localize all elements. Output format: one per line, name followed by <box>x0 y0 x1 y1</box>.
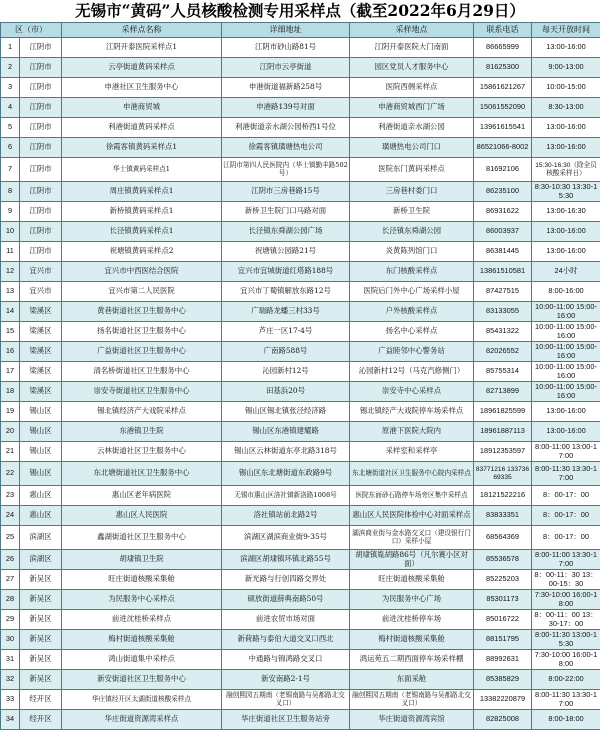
address-cell: 新安南路2-1号 <box>222 670 350 690</box>
table-row <box>1 710 600 730</box>
site-name-cell: 锡北镇经济产大戏院采样点 <box>62 402 222 422</box>
hours-cell: 8:00-11:00 13:30-17:00 <box>532 550 600 570</box>
site-name-cell: 宜兴市中西医结合医院 <box>62 262 222 282</box>
row-number: 22 <box>1 462 20 486</box>
address-cell: 徐霞客镇璜塘热电公司 <box>222 138 350 158</box>
row-number: 11 <box>1 242 20 262</box>
hours-cell: 13:00-16:00 <box>532 118 600 138</box>
address-cell: 田基浜20号 <box>222 382 350 402</box>
address-cell: 融创熙园五期南（老锡南路与吴都路北交叉口） <box>222 690 350 710</box>
sampling-location-cell: 医院东面砂石路停车场旁区集中采样点 <box>350 486 474 506</box>
hours-cell: 9:00-13:00 <box>532 58 600 78</box>
row-number: 9 <box>1 202 20 222</box>
row-number: 15 <box>1 322 20 342</box>
hours-cell: 13:00-16:00 <box>532 222 600 242</box>
sampling-location-cell: 胡埭镇胤胡路86号（凡尔赛小区对面） <box>350 550 474 570</box>
table-row <box>1 182 600 202</box>
hours-cell: 7:30-10:00 16:00-18:00 <box>532 590 600 610</box>
phone-cell: 81692106 <box>474 158 532 182</box>
row-number: 12 <box>1 262 20 282</box>
phone-cell: 13861510581 <box>474 262 532 282</box>
row-number: 8 <box>1 182 20 202</box>
row-number: 26 <box>1 550 20 570</box>
table-row <box>1 302 600 322</box>
address-cell: 宜兴市宜城街道红塔路188号 <box>222 262 350 282</box>
site-name-cell: 清名桥街道社区卫生服务中心 <box>62 362 222 382</box>
sampling-location-cell: 东面采舱 <box>350 670 474 690</box>
district-cell: 滨湖区 <box>20 526 62 550</box>
site-name-cell: 华士镇黄码采样点1 <box>62 158 222 182</box>
hours-cell: 13:00-16:00 <box>532 422 600 442</box>
district-cell: 江阴市 <box>20 242 62 262</box>
phone-cell: 85431322 <box>474 322 532 342</box>
row-number: 4 <box>1 98 20 118</box>
sampling-location-cell: 沁园新村12号（马克汽修侧门） <box>350 362 474 382</box>
district-cell: 梁溪区 <box>20 362 62 382</box>
address-cell: 锡山区云林街道东亭北路318号 <box>222 442 350 462</box>
hours-cell: 10:00-15:00 <box>532 78 600 98</box>
site-name-cell: 华庄镇经开区太湖街道核酸采样点 <box>62 690 222 710</box>
hours-cell: 10:00-11:00 15:00-16:00 <box>532 362 600 382</box>
sampling-location-cell: 医院后门外中心广场采样小屋 <box>350 282 474 302</box>
sampling-location-cell: 三房巷村委门口 <box>350 182 474 202</box>
phone-cell: 18961825599 <box>474 402 532 422</box>
phone-cell: 15861621267 <box>474 78 532 98</box>
table-row <box>1 630 600 650</box>
sampling-location-cell: 崇安寺中心采样点 <box>350 382 474 402</box>
row-number: 16 <box>1 342 20 362</box>
district-cell: 江阴市 <box>20 118 62 138</box>
row-number: 27 <box>1 570 20 590</box>
site-name-cell: 云亭街道黄码采样点 <box>62 58 222 78</box>
row-number: 32 <box>1 670 20 690</box>
address-cell: 华庄街道社区卫生服务站旁 <box>222 710 350 730</box>
row-number: 19 <box>1 402 20 422</box>
table-row <box>1 158 600 182</box>
table-row <box>1 98 600 118</box>
phone-cell: 86521066-8002 <box>474 138 532 158</box>
phone-cell: 86665999 <box>474 38 532 58</box>
row-number: 14 <box>1 302 20 322</box>
phone-cell: 15061552090 <box>474 98 532 118</box>
district-cell: 惠山区 <box>20 506 62 526</box>
address-cell: 江阴市第四人民医院内（华士镇勤丰路502号） <box>222 158 350 182</box>
header-district: 区（市） <box>1 23 62 38</box>
hours-cell: 10:00-11:00 15:00-16:00 <box>532 342 600 362</box>
hours-cell: 13:00-16:00 <box>532 402 600 422</box>
header-site-name: 采样点名称 <box>62 23 222 38</box>
sampling-location-cell: 利港街道亲水湖公园 <box>350 118 474 138</box>
sampling-location-cell: 融创熙园五期南（老锡南路与吴都路北交叉口） <box>350 690 474 710</box>
address-cell: 长泾镇东舜湖公园广场 <box>222 222 350 242</box>
sampling-location-cell: 户外核酸采样点 <box>350 302 474 322</box>
address-cell: 滨湖区湖滨商业街9-35号 <box>222 526 350 550</box>
phone-cell: 68564369 <box>474 526 532 550</box>
hours-cell: 10:00-11:00 15:00-16:00 <box>532 322 600 342</box>
address-cell: 新桥卫生院门口马路对面 <box>222 202 350 222</box>
sampling-location-cell: 锡北镇经产大戏院停车场采样点 <box>350 402 474 422</box>
sampling-location-cell: 前进沈桂桥停车场 <box>350 610 474 630</box>
sampling-location-cell: 扬名中心采样点 <box>350 322 474 342</box>
site-name-cell: 惠山区人民医院 <box>62 506 222 526</box>
hours-cell: 8：00-11：00 13：30-17：00 <box>532 610 600 630</box>
phone-cell: 86931622 <box>474 202 532 222</box>
site-name-cell: 东港镇卫生院 <box>62 422 222 442</box>
site-name-cell: 周庄镇黄码采样点1 <box>62 182 222 202</box>
address-cell: 申港街道福新路258号 <box>222 78 350 98</box>
district-cell: 锡山区 <box>20 422 62 442</box>
table-row <box>1 202 600 222</box>
site-name-cell: 鸿山街道集中采样点 <box>62 650 222 670</box>
hours-cell: 10:00-11:00 15:00-16:00 <box>532 382 600 402</box>
district-cell: 锡山区 <box>20 402 62 422</box>
table-row <box>1 550 600 570</box>
row-number: 20 <box>1 422 20 442</box>
district-cell: 江阴市 <box>20 58 62 78</box>
sampling-location-cell: 申港商贸城西门广场 <box>350 98 474 118</box>
district-cell: 江阴市 <box>20 38 62 58</box>
district-cell: 滨湖区 <box>20 550 62 570</box>
site-name-cell: 新安街道社区卫生服务中心 <box>62 670 222 690</box>
table-row <box>1 590 600 610</box>
address-cell: 洛社镇站前北路2号 <box>222 506 350 526</box>
district-cell: 经开区 <box>20 710 62 730</box>
hours-cell: 8：00-17：00 <box>532 506 600 526</box>
sampling-location-cell: 园区党员人才服务中心 <box>350 58 474 78</box>
hours-cell: 8:00-11:30 13:00-15:30 <box>532 630 600 650</box>
site-name-cell: 梅村街道核酸采集舱 <box>62 630 222 650</box>
phone-cell: 86003937 <box>474 222 532 242</box>
phone-cell: 83833351 <box>474 506 532 526</box>
phone-cell: 85755314 <box>474 362 532 382</box>
phone-cell: 86235100 <box>474 182 532 202</box>
phone-cell: 85301173 <box>474 590 532 610</box>
district-cell: 江阴市 <box>20 138 62 158</box>
district-cell: 新吴区 <box>20 630 62 650</box>
site-name-cell: 申港社区卫生服务中心 <box>62 78 222 98</box>
district-cell: 江阴市 <box>20 222 62 242</box>
row-number: 25 <box>1 526 20 550</box>
sampling-location-cell: 新桥卫生院 <box>350 202 474 222</box>
sampling-location-cell: 鸿运苑五二期西面停车场采样棚 <box>350 650 474 670</box>
sampling-location-cell: 东北塘街道社区卫生服务中心院内采样点 <box>350 462 474 486</box>
table-body <box>1 38 600 730</box>
table-row <box>1 570 600 590</box>
phone-cell: 83771216 13373669335 <box>474 462 532 486</box>
hours-cell: 13:00-16:00 <box>532 38 600 58</box>
phone-cell: 81625300 <box>474 58 532 78</box>
phone-cell: 85016722 <box>474 610 532 630</box>
site-name-cell: 崇安寺街道社区卫生服务中心 <box>62 382 222 402</box>
page-title: 无锡市“黄码”人员核酸检测专用采样点（截至2022年6月29日） <box>75 1 525 20</box>
hours-cell: 13:00-16:30 <box>532 202 600 222</box>
district-cell: 新吴区 <box>20 590 62 610</box>
sampling-location-cell: 为民服务中心广场 <box>350 590 474 610</box>
district-cell: 梁溪区 <box>20 382 62 402</box>
row-number: 30 <box>1 630 20 650</box>
header-address: 详细地址 <box>222 23 350 38</box>
district-cell: 锡山区 <box>20 462 62 486</box>
table-row <box>1 362 600 382</box>
site-name-cell: 为民服务中心采样点 <box>62 590 222 610</box>
row-number: 29 <box>1 610 20 630</box>
table-row <box>1 506 600 526</box>
sampling-location-cell: 湖滨商业街与金水路交叉口（建设银行门口）采样小屋 <box>350 526 474 550</box>
phone-cell: 83133055 <box>474 302 532 322</box>
table-row <box>1 610 600 630</box>
site-name-cell: 黄巷街道社区卫生服务中心 <box>62 302 222 322</box>
address-cell: 中通路与锦鸿路交叉口 <box>222 650 350 670</box>
phone-cell: 85225203 <box>474 570 532 590</box>
hours-cell: 13:00-16:00 <box>532 138 600 158</box>
sampling-location-cell: 医院西侧采样点 <box>350 78 474 98</box>
table-row <box>1 690 600 710</box>
sampling-location-cell: 华庄街道资源湾宾馆 <box>350 710 474 730</box>
sampling-sites-table <box>0 22 600 730</box>
table-row <box>1 462 600 486</box>
table-header-row <box>1 23 600 38</box>
table-row <box>1 322 600 342</box>
address-cell: 江阴市砂山路81号 <box>222 38 350 58</box>
row-number: 21 <box>1 442 20 462</box>
address-cell: 新光路与行创四路交界处 <box>222 570 350 590</box>
phone-cell: 18961887113 <box>474 422 532 442</box>
row-number: 10 <box>1 222 20 242</box>
phone-cell: 82713899 <box>474 382 532 402</box>
hours-cell: 7:30-10:00 16:00-18:00 <box>532 650 600 670</box>
row-number: 2 <box>1 58 20 78</box>
hours-cell: 8：00-17：00 <box>532 486 600 506</box>
table-row <box>1 650 600 670</box>
phone-cell: 87427515 <box>474 282 532 302</box>
district-cell: 梁溪区 <box>20 342 62 362</box>
site-name-cell: 云林街道社区卫生服务中心 <box>62 442 222 462</box>
address-cell: 无锡市惠山区洛社镇新洛路1008号 <box>222 486 350 506</box>
sampling-location-cell: 采样室和采样亭 <box>350 442 474 462</box>
table-row <box>1 242 600 262</box>
table-row <box>1 118 600 138</box>
sampling-location-cell: 璜塘热电公司门口 <box>350 138 474 158</box>
row-number: 34 <box>1 710 20 730</box>
phone-cell: 85536578 <box>474 550 532 570</box>
site-name-cell: 宜兴市第二人民医院 <box>62 282 222 302</box>
row-number: 23 <box>1 486 20 506</box>
phone-cell: 88992631 <box>474 650 532 670</box>
table-row <box>1 402 600 422</box>
district-cell: 宜兴市 <box>20 282 62 302</box>
site-name-cell: 申港商贸城 <box>62 98 222 118</box>
site-name-cell: 江阴开泰医院采样点1 <box>62 38 222 58</box>
row-number: 5 <box>1 118 20 138</box>
hours-cell: 10:00-11:00 15:00-16:00 <box>532 302 600 322</box>
header-sampling-location: 采样地点 <box>350 23 474 38</box>
district-cell: 新吴区 <box>20 650 62 670</box>
row-number: 18 <box>1 382 20 402</box>
sampling-location-cell: 广益睦邻中心警务站 <box>350 342 474 362</box>
site-name-cell: 利港街道黄码采样点 <box>62 118 222 138</box>
sampling-location-cell: 旺庄街道核酸采集舱 <box>350 570 474 590</box>
site-name-cell: 祝塘镇黄码采样点2 <box>62 242 222 262</box>
district-cell: 惠山区 <box>20 486 62 506</box>
table-row <box>1 138 600 158</box>
address-cell: 滨湖区胡埭镇环镇北路55号 <box>222 550 350 570</box>
hours-cell: 8:30-10:30 13:30-15:30 <box>532 182 600 202</box>
row-number: 24 <box>1 506 20 526</box>
hours-cell: 8:00-18:00 <box>532 710 600 730</box>
district-cell: 梁溪区 <box>20 322 62 342</box>
row-number: 13 <box>1 282 20 302</box>
address-cell: 锡山区东港镇建耀路 <box>222 422 350 442</box>
district-cell: 江阴市 <box>20 202 62 222</box>
table-row <box>1 486 600 506</box>
row-number: 7 <box>1 158 20 182</box>
district-cell: 江阴市 <box>20 78 62 98</box>
row-number: 6 <box>1 138 20 158</box>
site-name-cell: 旺庄街道核酸采集舱 <box>62 570 222 590</box>
site-name-cell: 东北塘街道社区卫生服务中心 <box>62 462 222 486</box>
table-row <box>1 382 600 402</box>
address-cell: 锡山区锡北镇张泾经济路 <box>222 402 350 422</box>
sampling-location-cell: 梅村街道核酸采集舱 <box>350 630 474 650</box>
hours-cell: 8:00-11:30 13:30-17:00 <box>532 690 600 710</box>
address-cell: 祝塘镇公园路21号 <box>222 242 350 262</box>
hours-cell: 8:00-22:00 <box>532 670 600 690</box>
hours-cell: 8:00-11:30 13:30-17:00 <box>532 462 600 486</box>
row-number: 28 <box>1 590 20 610</box>
address-cell: 芦庄一区17-4号 <box>222 322 350 342</box>
header-phone: 联系电话 <box>474 23 532 38</box>
table-row <box>1 422 600 442</box>
address-cell: 宜兴市丁蜀镇解放东路12号 <box>222 282 350 302</box>
table-row <box>1 442 600 462</box>
address-cell: 江阴市云亭街道 <box>222 58 350 78</box>
site-name-cell: 新桥镇黄码采样点1 <box>62 202 222 222</box>
address-cell: 广南路588号 <box>222 342 350 362</box>
row-number: 17 <box>1 362 20 382</box>
address-cell: 沁园新村12号 <box>222 362 350 382</box>
table-row <box>1 262 600 282</box>
phone-cell: 13961615541 <box>474 118 532 138</box>
table-row <box>1 526 600 550</box>
site-name-cell: 惠山区老年病医院 <box>62 486 222 506</box>
address-cell: 锡山区东北塘街道东政路9号 <box>222 462 350 486</box>
address-cell: 广瑞路龙蟠三村33号 <box>222 302 350 322</box>
hours-cell: 8：00-17：00 <box>532 526 600 550</box>
site-name-cell: 前进沈桂桥采样点 <box>62 610 222 630</box>
row-number: 3 <box>1 78 20 98</box>
phone-cell: 85385829 <box>474 670 532 690</box>
site-name-cell: 徐霞客镇黄码采样点1 <box>62 138 222 158</box>
row-number: 1 <box>1 38 20 58</box>
hours-cell: 8:00-11:00 13:00-17:00 <box>532 442 600 462</box>
district-cell: 新吴区 <box>20 670 62 690</box>
sampling-location-cell: 惠山区人民医院体检中心对面采样点 <box>350 506 474 526</box>
district-cell: 江阴市 <box>20 98 62 118</box>
district-cell: 锡山区 <box>20 442 62 462</box>
hours-cell: 24小时 <box>532 262 600 282</box>
hours-cell: 8:30-13:00 <box>532 98 600 118</box>
district-cell: 宜兴市 <box>20 262 62 282</box>
table-row <box>1 670 600 690</box>
hours-cell: 8：00-11：30 13：00-15：30 <box>532 570 600 590</box>
district-cell: 新吴区 <box>20 570 62 590</box>
table-row <box>1 38 600 58</box>
phone-cell: 82026552 <box>474 342 532 362</box>
address-cell: 新荷路与泰伯大道交叉口西北 <box>222 630 350 650</box>
phone-cell: 18912353597 <box>474 442 532 462</box>
address-cell: 前进农贸市场对面 <box>222 610 350 630</box>
site-name-cell: 扬名街道社区卫生服务中心 <box>62 322 222 342</box>
district-cell: 经开区 <box>20 690 62 710</box>
phone-cell: 88151795 <box>474 630 532 650</box>
sampling-location-cell: 医院东门黄码采样点 <box>350 158 474 182</box>
district-cell: 梁溪区 <box>20 302 62 322</box>
district-cell: 江阴市 <box>20 182 62 202</box>
sampling-location-cell: 原港下医院大院内 <box>350 422 474 442</box>
table-row <box>1 342 600 362</box>
address-cell: 申港路139号对面 <box>222 98 350 118</box>
address-cell: 硕放街道薛典南路50号 <box>222 590 350 610</box>
address-cell: 利港街道亲水湖公园桥西1号位 <box>222 118 350 138</box>
sampling-location-cell: 江阴开泰医院大门南面 <box>350 38 474 58</box>
hours-cell: 13:00-16:00 <box>532 242 600 262</box>
header-hours: 每天开放时间 <box>532 23 600 38</box>
sampling-location-cell: 炎黄陈列馆门口 <box>350 242 474 262</box>
row-number: 31 <box>1 650 20 670</box>
sampling-location-cell: 东门核酸采样点 <box>350 262 474 282</box>
site-name-cell: 华庄街道资源湾采样点 <box>62 710 222 730</box>
phone-cell: 18121522216 <box>474 486 532 506</box>
phone-cell: 86381445 <box>474 242 532 262</box>
district-cell: 新吴区 <box>20 610 62 630</box>
sampling-location-cell: 长泾镇东舜湖公园 <box>350 222 474 242</box>
site-name-cell: 鑫湖街道社区卫生服务中心 <box>62 526 222 550</box>
hours-cell: 8:00-16:00 <box>532 282 600 302</box>
phone-cell: 13382220879 <box>474 690 532 710</box>
district-cell: 江阴市 <box>20 158 62 182</box>
address-cell: 江阴市三房巷路15号 <box>222 182 350 202</box>
phone-cell: 82825008 <box>474 710 532 730</box>
table-row <box>1 78 600 98</box>
table-row <box>1 58 600 78</box>
site-name-cell: 胡埭镇卫生院 <box>62 550 222 570</box>
site-name-cell: 广益街道社区卫生服务中心 <box>62 342 222 362</box>
row-number: 33 <box>1 690 20 710</box>
table-row <box>1 222 600 242</box>
hours-cell: 15:30-16:30（除全员核酸采样日） <box>532 158 600 182</box>
table-row <box>1 282 600 302</box>
site-name-cell: 长泾镇黄码采样点1 <box>62 222 222 242</box>
